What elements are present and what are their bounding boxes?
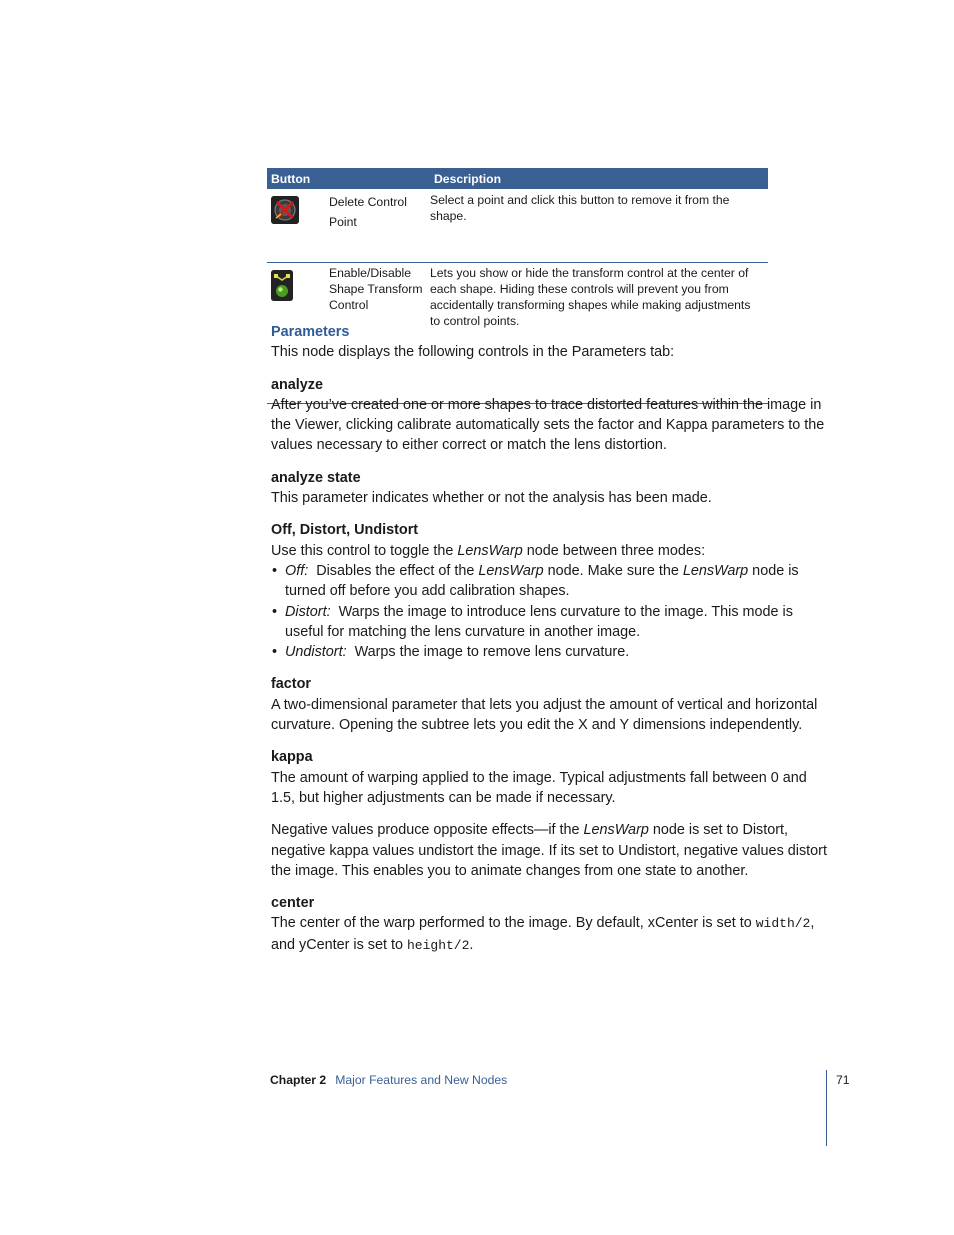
parameters-intro: This node displays the following controls in the Parameters tab:: [271, 344, 675, 361]
table-header-row: [267, 168, 768, 189]
row-name-line2: Point: [329, 215, 357, 229]
page-footer: [270, 1072, 507, 1088]
code-width: width/2: [755, 916, 811, 932]
footer-divider: [826, 1070, 827, 1146]
heading-center: center: [271, 895, 315, 912]
modes-intro: Use this control to toggle the LensWarp node between three modes:: [271, 542, 706, 559]
table-cell-description: [430, 189, 768, 263]
enable-disable-transform-control-icon: [271, 270, 293, 301]
page-number: 71: [836, 1073, 850, 1087]
mode-label: Undistort:: [285, 644, 347, 661]
table-cell-icon: [267, 189, 329, 263]
kappa-text-2: Negative values produce opposite effects—if the LensWarp node is set to Distort, negative kappa values undistort the image. If its set to Undistort, negative values distort the image. This enables you to animate changes from one state to another.: [271, 822, 827, 879]
row-name-line1: Delete Control: [329, 195, 407, 209]
row-description: Select a point and click this button to remove it from the shape.: [430, 193, 730, 223]
node-name: LensWarp: [583, 822, 649, 839]
kappa-text-1: The amount of warping applied to the image. Typical adjustments fall between 0 and 1.5, but higher adjustments can be made if necessary.: [271, 769, 807, 806]
heading-modes: Off, Distort, Undistort: [271, 522, 419, 539]
chapter-label: Chapter 2: [270, 1073, 327, 1087]
code-height: height/2: [406, 937, 470, 953]
heading-kappa: kappa: [271, 749, 313, 766]
heading-analyze-state: analyze state: [271, 469, 361, 486]
factor-text: A two-dimensional parameter that lets you adjust the amount of vertical and horizontal curvature. Opening the subtree lets you edit the X and Y dimensions independently.: [271, 696, 818, 734]
section-title-parameters: Parameters: [271, 324, 350, 340]
modes-list: [271, 561, 831, 662]
analyze-text: After you’ve created one or more shapes to trace distorted features within the image in the Viewer, clicking calibrate automatically sets the factor and Kappa parameters to the values necessary to either correct or match the lens distortion.: [271, 396, 825, 454]
node-name: LensWarp: [457, 542, 523, 559]
table-header-description: Description: [430, 168, 768, 189]
row-name: Enable/Disable Shape Transform Control: [329, 266, 423, 312]
delete-control-point-icon: [271, 196, 299, 224]
mode-label: Distort:: [285, 603, 331, 620]
heading-factor: factor: [271, 676, 311, 693]
row-description: Lets you show or hide the transform control at the center of each shape. Hiding these controls will prevent you from accidentally transforming shapes while making adjustments to control points.: [430, 266, 751, 328]
table-row: [267, 189, 768, 263]
table-cell-name: [329, 189, 430, 263]
main-content: [271, 322, 831, 956]
table-header-button: Button: [267, 168, 430, 189]
list-item: • Off: Disables the effect of the LensWarp node. Make sure the LensWarp node is turned off before you add calibration shapes.: [271, 561, 831, 602]
list-item: • Undistort: Warps the image to remove lens curvature.: [271, 642, 831, 662]
chapter-title: Major Features and New Nodes: [335, 1073, 508, 1087]
mode-label: Off:: [285, 562, 309, 579]
analyze-state-text: This parameter indicates whether or not the analysis has been made.: [271, 490, 712, 507]
center-text: The center of the warp performed to the image. By default, xCenter is set to width/2, and yCenter is set to height/2.: [271, 915, 815, 953]
list-item: • Distort: Warps the image to introduce lens curvature to the image. This mode is useful for matching the lens curvature in another image.: [271, 602, 831, 643]
heading-analyze: analyze: [271, 376, 323, 393]
